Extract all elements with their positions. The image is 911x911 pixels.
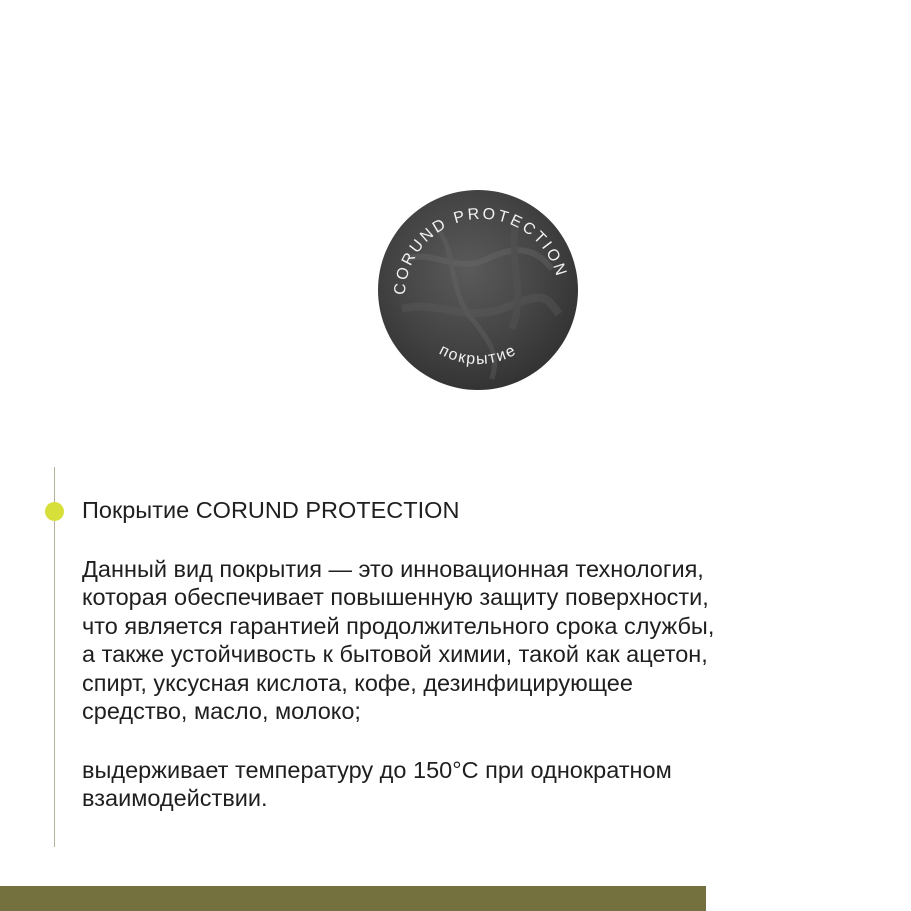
badge-bottom-text: покрытие [436, 341, 520, 369]
bottom-accent-bar [0, 886, 706, 911]
corund-protection-badge [377, 189, 579, 391]
accent-dot [45, 502, 64, 521]
description-paragraph-1: Данный вид покрытия — это инновационная технология, которая обеспечивает повышенную защиту поверхности, что является гарантией продолжительного срока службы, а также устойчивость к бытовой химии, такой как ацетон, спирт, уксусная кислота, кофе, дезинфицирующее средство, масло, молоко; [82, 555, 715, 724]
description-paragraph-2: выдерживает температуру до 150°C при однократном взаимодействии. [82, 756, 672, 811]
vertical-divider-line [54, 467, 55, 847]
badge-top-text: CORUND PROTECTION [391, 205, 570, 296]
description-block [82, 496, 842, 813]
badge-graphic [377, 189, 579, 391]
section-heading: Покрытие CORUND PROTECTION [82, 497, 460, 523]
